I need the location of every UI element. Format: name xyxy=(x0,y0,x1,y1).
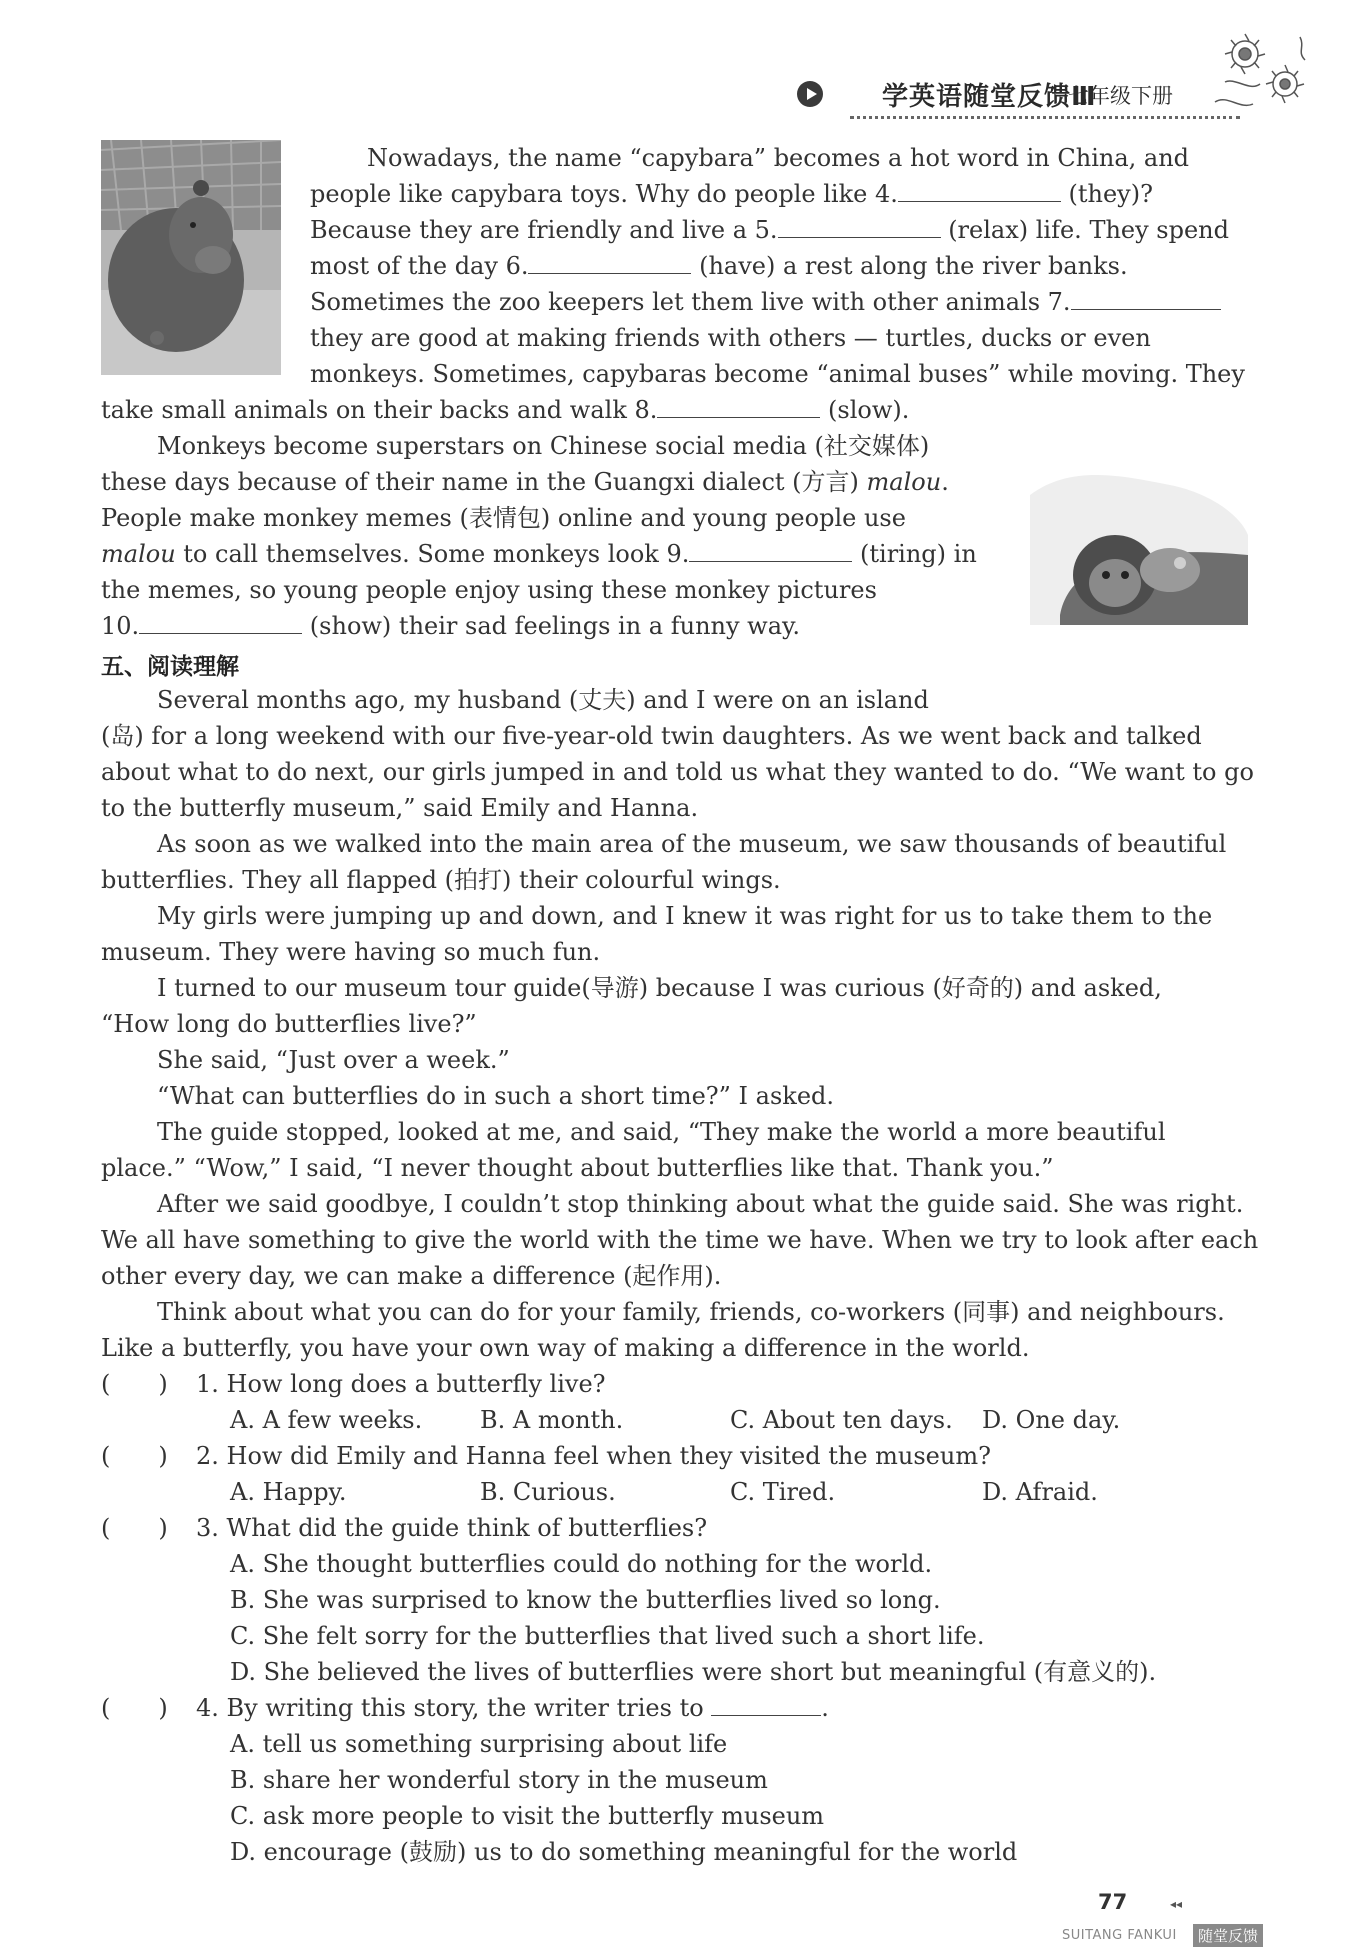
q3-option-a[interactable]: A. She thought butterflies could do nothing for the world. xyxy=(230,1550,933,1578)
reading-line-8: museum. They were having so much fun. xyxy=(101,938,601,966)
header-dotted-line xyxy=(850,116,1240,119)
reading-line-5: As soon as we walked into the main area of the museum, we saw thousands of beautiful xyxy=(157,830,1227,858)
blank-6[interactable] xyxy=(528,249,691,274)
question-3: 3. What did the guide think of butterflies? xyxy=(196,1514,708,1542)
blank-5-number: 5. xyxy=(754,216,778,244)
answer-bracket-3[interactable]: ( ) xyxy=(101,1514,168,1542)
q2-option-c[interactable]: C. Tired. xyxy=(730,1478,836,1506)
p1-line-4: most of the day 6. (have) a rest along the river banks. xyxy=(310,248,1128,284)
monkey-photo xyxy=(1030,465,1248,625)
p1-line-6: they are good at making friends with others — turtles, ducks or even xyxy=(310,324,1151,352)
p1-line-8: take small animals on their backs and walk 8. (slow). xyxy=(101,392,909,428)
q4-option-c[interactable]: C. ask more people to visit the butterfly museum xyxy=(230,1802,825,1830)
q4-option-d[interactable]: D. encourage (鼓励) us to do something meaningful for the world xyxy=(230,1838,1018,1866)
q4-option-b[interactable]: B. share her wonderful story in the museum xyxy=(230,1766,768,1794)
page-header xyxy=(790,74,1260,124)
blank-10-number: 10. xyxy=(101,612,140,640)
play-icon xyxy=(797,81,823,107)
p2-line-1: Monkeys become superstars on Chinese social media (社交媒体) xyxy=(157,432,930,460)
question-4: 4. By writing this story, the writer tries to . xyxy=(196,1690,829,1726)
answer-bracket-2[interactable]: ( ) xyxy=(101,1442,168,1470)
p2-line-6: 10. (show) their sad feelings in a funny way. xyxy=(101,608,800,644)
q4-option-a[interactable]: A. tell us something surprising about life xyxy=(230,1730,728,1758)
p1-line-5: Sometimes the zoo keepers let them live with other animals 7. xyxy=(310,284,1221,320)
q3-option-b[interactable]: B. She was surprised to know the butterflies lived so long. xyxy=(230,1586,941,1614)
q3-option-c[interactable]: C. She felt sorry for the butterflies that lived such a short life. xyxy=(230,1622,985,1650)
answer-bracket-1[interactable]: ( ) xyxy=(101,1370,168,1398)
section-heading-reading: 五、阅读理解 xyxy=(101,654,239,680)
question-1: 1. How long does a butterfly live? xyxy=(196,1370,606,1398)
blank-7-number: 7. xyxy=(1047,288,1071,316)
blank-8-number: 8. xyxy=(634,396,658,424)
grade-label: 七年级下册 xyxy=(1068,84,1173,108)
blank-5[interactable] xyxy=(778,213,941,238)
reading-line-12: “What can butterflies do in such a short time?” I asked. xyxy=(157,1082,835,1110)
q2-option-d[interactable]: D. Afraid. xyxy=(982,1478,1098,1506)
reading-line-7: My girls were jumping up and down, and I knew it was right for us to take them to the xyxy=(157,902,1213,930)
p1-line-7: monkeys. Sometimes, capybaras become “animal buses” while moving. They xyxy=(310,360,1245,388)
blank-9-number: 9. xyxy=(666,540,690,568)
reading-line-1: Several months ago, my husband (丈夫) and I were on an island xyxy=(157,686,929,714)
blank-7[interactable] xyxy=(1071,285,1221,310)
question-2: 2. How did Emily and Hanna feel when they visited the museum? xyxy=(196,1442,991,1470)
answer-bracket-4[interactable]: ( ) xyxy=(101,1694,168,1722)
blank-6-number: 6. xyxy=(505,252,529,280)
p1-line-1: Nowadays, the name “capybara” becomes a hot word in China, and xyxy=(367,144,1190,172)
series-title: 学英语随堂反馈Ⅲ xyxy=(882,82,1097,112)
reading-line-18: Think about what you can do for your family, friends, co-workers (同事) and neighbours. xyxy=(157,1298,1225,1326)
q1-option-c[interactable]: C. About ten days. xyxy=(730,1406,953,1434)
blank-8[interactable] xyxy=(657,393,820,418)
reading-line-4: to the butterfly museum,” said Emily and Hanna. xyxy=(101,794,699,822)
q1-option-a[interactable]: A. A few weeks. xyxy=(230,1406,423,1434)
reading-line-3: about what to do next, our girls jumped in and told us what they wanted to do. “We want to go xyxy=(101,758,1254,786)
p2-line-3: People make monkey memes (表情包) online and young people use xyxy=(101,504,906,532)
p2-line-2: these days because of their name in the Guangxi dialect (方言) malou. xyxy=(101,468,949,496)
p2-line-4: malou to call themselves. Some monkeys look 9. (tiring) in xyxy=(101,536,977,572)
reading-line-16: We all have something to give the world with the time we have. When we try to look after each xyxy=(101,1226,1259,1254)
p1-line-3: Because they are friendly and live a 5. (relax) life. They spend xyxy=(310,212,1229,248)
blank-9[interactable] xyxy=(689,537,852,562)
blank-4[interactable] xyxy=(898,177,1061,202)
reading-line-17: other every day, we can make a difference (起作用). xyxy=(101,1262,722,1290)
q1-option-b[interactable]: B. A month. xyxy=(480,1406,624,1434)
reading-line-19: Like a butterfly, you have your own way of making a difference in the world. xyxy=(101,1334,1030,1362)
footer-brand-en: SUITANG FANKUI xyxy=(1062,1928,1177,1943)
p2-line-5: the memes, so young people enjoy using these monkey pictures xyxy=(101,576,877,604)
reading-line-10: “How long do butterflies live?” xyxy=(101,1010,477,1038)
q4-blank[interactable] xyxy=(711,1691,821,1716)
reading-line-6: butterflies. They all flapped (拍打) their colourful wings. xyxy=(101,866,781,894)
reading-line-15: After we said goodbye, I couldn’t stop thinking about what the guide said. She was right. xyxy=(157,1190,1244,1218)
q2-option-b[interactable]: B. Curious. xyxy=(480,1478,616,1506)
reading-line-14: place.” “Wow,” I said, “I never thought about butterflies like that. Thank you.” xyxy=(101,1154,1054,1182)
q1-option-d[interactable]: D. One day. xyxy=(982,1406,1121,1434)
capybara-photo xyxy=(101,140,281,375)
reading-line-2: (岛) for a long weekend with our five-year-old twin daughters. As we went back and talked xyxy=(101,722,1202,750)
q3-option-d[interactable]: D. She believed the lives of butterflies were short but meaningful (有意义的). xyxy=(230,1658,1157,1686)
p1-line-2: people like capybara toys. Why do people like 4. (they)? xyxy=(310,176,1153,212)
arrow-left-icon: ◂◂ xyxy=(1170,1897,1183,1911)
page-number: 77 xyxy=(1098,1890,1128,1914)
q2-option-a[interactable]: A. Happy. xyxy=(230,1478,347,1506)
reading-line-13: The guide stopped, looked at me, and said, “They make the world a more beautiful xyxy=(157,1118,1166,1146)
blank-10[interactable] xyxy=(139,609,302,634)
footer-brand-cn: 随堂反馈 xyxy=(1193,1924,1263,1947)
blank-4-number: 4. xyxy=(874,180,898,208)
reading-line-11: She said, “Just over a week.” xyxy=(157,1046,510,1074)
reading-line-9: I turned to our museum tour guide(导游) because I was curious (好奇的) and asked, xyxy=(157,974,1162,1002)
sunflower-icon xyxy=(1205,22,1315,122)
